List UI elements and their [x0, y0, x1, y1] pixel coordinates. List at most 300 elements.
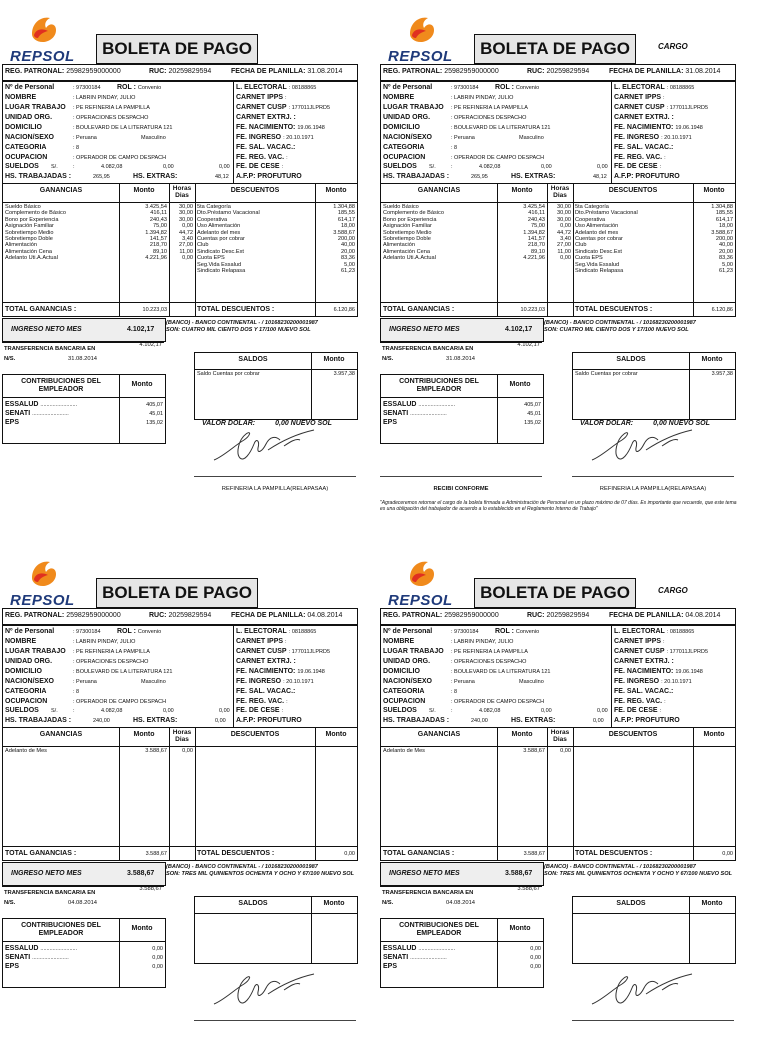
total-descuentos-value: 6.120,86: [711, 307, 733, 313]
employee-info-box: [2, 81, 358, 184]
signature: [210, 420, 330, 472]
ganancias-list: Adelanto de Mes: [5, 748, 47, 754]
contrib-monto-header: Monto: [509, 925, 531, 932]
nacion-label: NACION/SEXO: [5, 678, 55, 685]
personal-label: Nº de Personal: [5, 84, 55, 91]
brand-name: REPSOL: [10, 48, 75, 65]
hs-extras-value: 0,00: [593, 718, 604, 724]
eps-value: 135,02: [146, 420, 163, 426]
saldo-item: Saldo Cuentas por cobrar: [197, 371, 260, 377]
recibi-conforme: RECIBI CONFORME: [433, 486, 489, 492]
ingreso-neto-value: 4.102,17: [127, 326, 155, 333]
carnet-extrj-label: CARNET EXTRJ. :: [614, 658, 674, 665]
fe-cese-value: :: [659, 164, 662, 170]
sueldos-label: SUELDOS: [5, 707, 39, 714]
carnet-ipps-label: CARNET IPPS: [236, 638, 284, 645]
return-note: "Agradeceremos retornar el cargo de la boleta firmada a Administración de Personal en un plazo máximo de 07 días. Es importante que recuerde, que este tema es una obligación del trabajador de acuerdo a lo establecido en el Reglamento Interno de Trabajo": [380, 500, 737, 512]
bank-account: (BANCO) - BANCO CONTINENTAL - / 10168230200001987: [166, 864, 318, 870]
ns-date: 31.08.2014: [68, 356, 98, 362]
ingreso-neto-value: 4.102,17: [505, 326, 533, 333]
nacion-value: : Peruana: [73, 679, 97, 685]
unidad-value: : OPERACIONES DESPACHO: [73, 115, 149, 121]
domicilio-value: : BOULEVARD DE LA LITERATURA 121: [451, 669, 551, 675]
carnet-cusp-value: : 177011JLPRD5: [288, 105, 330, 111]
nacion-label: NACION/SEXO: [383, 134, 433, 141]
fe-cese-label: FE. DE CESE: [236, 163, 280, 170]
saldo-item: Saldo Cuentas por cobrar: [575, 371, 638, 377]
transfer-amount: 3.588,67: [517, 886, 540, 892]
transfer-amount: 4.102,17: [139, 342, 162, 348]
reg-patronal-label: REG. PATRONAL:: [5, 68, 65, 75]
total-ganancias-value: 10.223,03: [520, 307, 545, 313]
fe-sal-vacac-label: FE. SAL. VACAC.:: [614, 144, 674, 151]
fe-reg-vac-value: :: [664, 699, 666, 705]
saldos-title: SALDOS: [238, 356, 268, 363]
fe-reg-vac-value: :: [664, 155, 666, 161]
amount-in-words: SON: TRES MIL QUINIENTOS OCHENTA Y OCHO Y 67/100 NUEVO SOL: [166, 870, 355, 877]
ingreso-neto-label: INGRESO NETO MES: [389, 870, 460, 877]
domicilio-label: DOMICILIO: [383, 124, 420, 131]
lugar-value: : PE REFINERIA LA PAMPILLA: [73, 649, 150, 655]
domicilio-label: DOMICILIO: [5, 668, 42, 675]
saldos-box: [572, 352, 736, 420]
pay-slip-3: [0, 544, 380, 1056]
hs-extras-label: HS. EXTRAS:: [133, 717, 178, 724]
ganancias-montos: 3.588,67: [145, 748, 167, 754]
reg-patronal-value: 25982959000000: [444, 612, 499, 619]
senati-value: 0,00: [152, 955, 163, 961]
unidad-value: : OPERACIONES DESPACHO: [451, 115, 527, 121]
domicilio-value: : BOULEVARD DE LA LITERATURA 121: [73, 669, 173, 675]
sueldos-value: 4.082,08: [101, 708, 123, 714]
ingreso-neto-box: [2, 862, 166, 886]
ns-label: N/S.: [4, 900, 16, 906]
sueldos-value-3: 0,00: [597, 164, 608, 170]
nombre-label: NOMBRE: [383, 638, 415, 645]
carnet-ipps-label: CARNET IPPS: [614, 638, 662, 645]
header-bar: [380, 608, 736, 625]
afp-label: A.F.P:: [614, 717, 634, 724]
eps-label: EPS: [5, 419, 20, 426]
bank-account: (BANCO) - BANCO CONTINENTAL - / 10168230200001987: [544, 320, 696, 326]
eps-value: 0,00: [530, 964, 541, 970]
descuentos-list: 5ta Categoría Dto.Préstamo Vacacional Cooperativa Uso Alimentación Adelanto del mes Cuentas por cobrar Club Sindicato Desc.Ext Cuota EPS Seg.Vida Essalud Sindicato Relapasa: [575, 204, 638, 275]
carnet-cusp-label: CARNET CUSP: [236, 648, 287, 655]
eps-value: 135,02: [524, 420, 541, 426]
ns-date: 31.08.2014: [446, 356, 476, 362]
cargo-label: CARGO: [658, 586, 688, 595]
total-descuentos-label: TOTAL DESCUENTOS :: [197, 850, 275, 857]
senati-label: SENATI: [5, 410, 31, 417]
amount-in-words: SON: CUATRO MIL CIENTO DOS Y 17/100 NUEVO SOL: [544, 326, 689, 333]
fecha-value: 04.08.2014: [307, 612, 343, 619]
earnings-deductions-table: [380, 727, 736, 861]
rol-value: Convenio: [137, 629, 162, 635]
total-ganancias-label: TOTAL GANANCIAS :: [5, 306, 77, 313]
ganancias-horas: 0,00: [560, 748, 571, 754]
ingreso-neto-label: INGRESO NETO MES: [11, 326, 82, 333]
ingreso-neto-label: INGRESO NETO MES: [11, 870, 82, 877]
afp-value: PROFUTURO: [257, 717, 302, 724]
ocupacion-label: OCUPACION: [5, 154, 48, 161]
afp-value: PROFUTURO: [635, 717, 680, 724]
header-bar: [2, 608, 358, 625]
sueldos-value-3: 0,00: [597, 708, 608, 714]
fe-reg-vac-value: :: [286, 699, 288, 705]
total-descuentos-value: 6.120,86: [333, 307, 355, 313]
total-ganancias-label: TOTAL GANANCIAS :: [383, 850, 455, 857]
signature: [588, 964, 708, 1016]
l-electoral-value: : 08188865: [666, 85, 695, 91]
carnet-cusp-value: : 177011JLPRD5: [666, 649, 708, 655]
fecha-value: 04.08.2014: [685, 612, 721, 619]
slip-title: BOLETA DE PAGO: [474, 34, 636, 64]
col-horas-dias: Horas Dias: [550, 185, 570, 199]
lugar-label: LUGAR TRABAJO: [5, 104, 66, 111]
sueldos-label: SUELDOS: [383, 163, 417, 170]
col-ganancias: GANANCIAS: [39, 187, 83, 194]
ns-date: 04.08.2014: [68, 900, 98, 906]
essalud-label: ESSALUD: [5, 945, 39, 952]
ingreso-neto-value: 3.588,67: [505, 870, 533, 877]
l-electoral-label: L. ELECTORAL: [236, 628, 287, 635]
earnings-deductions-table: [2, 183, 358, 317]
domicilio-value: : BOULEVARD DE LA LITERATURA 121: [451, 125, 551, 131]
reg-patronal-value: 25982959000000: [66, 612, 121, 619]
ns-date: 04.08.2014: [446, 900, 476, 906]
senati-value: 0,00: [530, 955, 541, 961]
header-bar: [2, 64, 358, 81]
lugar-value: : PE REFINERIA LA PAMPILLA: [451, 649, 528, 655]
contribuciones-box: CONTRIBUCIONES DEL EMPLEADOR Monto ESSALUD ........................ 0,00 SENATI ........................ 0,00 EPS 0,00: [2, 918, 166, 988]
hs-trabajadas-value: 265,95: [93, 174, 110, 180]
eps-label: EPS: [383, 963, 398, 970]
employee-info-box: [380, 625, 736, 728]
afp-value: PROFUTURO: [257, 173, 302, 180]
sueldos-value-2: 0,00: [163, 164, 174, 170]
rol-value: Convenio: [515, 629, 540, 635]
transfer-label: TRANSFERENCIA BANCARIA EN: [4, 890, 96, 896]
fe-cese-label: FE. DE CESE: [614, 163, 658, 170]
saldos-box: [194, 352, 358, 420]
categoria-label: CATEGORIA: [383, 144, 425, 151]
fe-nacimiento-value: 19.06.1948: [297, 125, 325, 131]
fecha-label: FECHA DE PLANILLA:: [231, 612, 306, 619]
amount-in-words: SON: CUATRO MIL CIENTO DOS Y 17/100 NUEVO SOL: [166, 326, 311, 333]
slip-title: BOLETA DE PAGO: [474, 578, 636, 608]
fe-ingreso-label: FE. INGRESO: [614, 678, 660, 685]
l-electoral-value: : 08188865: [666, 629, 695, 635]
hs-trabajadas-value: 240,00: [93, 718, 110, 724]
pay-slip-2: [378, 0, 758, 512]
col-monto-desc: Monto: [325, 187, 347, 194]
carnet-cusp-label: CARNET CUSP: [614, 104, 665, 111]
col-horas-dias: Horas Dias: [172, 729, 192, 743]
lugar-label: LUGAR TRABAJO: [383, 104, 444, 111]
hs-extras-value: 48,12: [215, 174, 229, 180]
total-descuentos-value: 0,00: [722, 851, 733, 857]
ruc-label: RUC:: [527, 68, 545, 75]
hs-trabajadas-label: HS. TRABAJADAS :: [5, 717, 72, 724]
contrib-title: CONTRIBUCIONES DEL EMPLEADOR: [399, 922, 479, 937]
fe-reg-vac-label: FE. REG. VAC.: [614, 698, 663, 705]
employee-info-box: [2, 625, 358, 728]
eps-label: EPS: [383, 419, 398, 426]
total-ganancias-label: TOTAL GANANCIAS :: [383, 306, 455, 313]
carnet-ipps-label: CARNET IPPS: [236, 94, 284, 101]
saldos-box: [572, 896, 736, 964]
afp-label: A.F.P:: [614, 173, 634, 180]
sueldos-value: 4.082,08: [101, 164, 123, 170]
fe-ingreso-value: : 20.10.1971: [283, 679, 314, 685]
total-ganancias-value: 10.223,03: [142, 307, 167, 313]
nacion-value: : Peruana: [451, 679, 475, 685]
bank-info: [544, 320, 744, 333]
sexo-value: Masculino: [141, 135, 166, 141]
rol-label: ROL :: [495, 84, 514, 91]
fe-nacimiento-label: FE. NACIMIENTO:: [614, 124, 674, 131]
carnet-cusp-value: : 177011JLPRD5: [288, 649, 330, 655]
carnet-cusp-value: : 177011JLPRD5: [666, 105, 708, 111]
essalud-value: 405,07: [524, 402, 541, 408]
reg-patronal-value: 25982959000000: [444, 68, 499, 75]
unidad-value: : OPERACIONES DESPACHO: [73, 659, 149, 665]
ocupacion-value: : OPERADOR DE CAMPO DESPACH: [451, 699, 545, 705]
col-monto: Monto: [511, 187, 533, 194]
fe-cese-value: :: [281, 708, 284, 714]
fe-sal-vacac-label: FE. SAL. VACAC.:: [236, 144, 296, 151]
valor-dolar-label: VALOR DOLAR:: [202, 420, 256, 427]
fe-nacimiento-label: FE. NACIMIENTO:: [236, 668, 296, 675]
ingreso-neto-box: [380, 318, 544, 342]
bank-info: [544, 864, 744, 877]
personal-value: : 97300184: [451, 85, 479, 91]
fe-reg-vac-label: FE. REG. VAC.: [236, 154, 285, 161]
ganancias-list: Adelanto de Mes: [383, 748, 425, 754]
essalud-value: 405,07: [146, 402, 163, 408]
col-descuentos: DESCUENTOS: [230, 731, 280, 738]
ns-label: N/S.: [382, 356, 394, 362]
hs-extras-label: HS. EXTRAS:: [511, 173, 556, 180]
rol-value: Convenio: [515, 85, 540, 91]
essalud-label: ESSALUD: [5, 401, 39, 408]
repsol-flame-icon: [406, 558, 436, 588]
ns-label: N/S.: [382, 900, 394, 906]
fe-sal-vacac-label: FE. SAL. VACAC.:: [614, 688, 674, 695]
saldos-monto-header: Monto: [701, 900, 723, 907]
contrib-title: CONTRIBUCIONES DEL EMPLEADOR: [21, 378, 101, 393]
sueldos-currency: S/.: [51, 708, 58, 714]
sueldos-colon: :: [451, 708, 453, 714]
brand-name: REPSOL: [388, 592, 453, 609]
descuentos-montos: 1.304,88 185,55 614,17 18,00 3.588,67 200,00 40,00 20,00 83,36 5,00 61,23: [711, 204, 733, 275]
earnings-deductions-table: [2, 727, 358, 861]
cargo-label: CARGO: [658, 42, 688, 51]
rol-label: ROL :: [117, 84, 136, 91]
descuentos-montos: 1.304,88 185,55 614,17 18,00 3.588,67 200,00 40,00 20,00 83,36 5,00 61,23: [333, 204, 355, 275]
carnet-extrj-label: CARNET EXTRJ. :: [614, 114, 674, 121]
sueldos-value: 4.082,08: [479, 164, 501, 170]
ocupacion-label: OCUPACION: [5, 698, 48, 705]
ganancias-montos: 3.425,54 416,11 240,43 75,00 1.394,82 141,57 218,70 89,10 4.221,96: [145, 204, 167, 262]
fe-ingreso-label: FE. INGRESO: [236, 134, 282, 141]
ganancias-list: Sueldo Básico Complemento de Básico Bono por Experiencia Asignación Familiar Sobretiempo Medio Sobretiempo Doble Alimentación Alimentación Cena Adelanto Uti.A.Actual: [5, 204, 66, 262]
hs-trabajadas-label: HS. TRABAJADAS :: [383, 717, 450, 724]
lugar-label: LUGAR TRABAJO: [5, 648, 66, 655]
slip-title: BOLETA DE PAGO: [96, 34, 258, 64]
fecha-label: FECHA DE PLANILLA:: [609, 68, 684, 75]
valor-dolar-value: 0,00 NUEVO SOL: [653, 420, 710, 427]
eps-label: EPS: [5, 963, 20, 970]
afp-label: A.F.P:: [236, 173, 256, 180]
unidad-value: : OPERACIONES DESPACHO: [451, 659, 527, 665]
ruc-label: RUC:: [149, 612, 167, 619]
saldos-title: SALDOS: [616, 900, 646, 907]
sueldos-value-3: 0,00: [219, 708, 230, 714]
senati-label: SENATI: [383, 954, 409, 961]
fe-sal-vacac-label: FE. SAL. VACAC.:: [236, 688, 296, 695]
fecha-label: FECHA DE PLANILLA:: [231, 68, 306, 75]
saldos-monto-header: Monto: [701, 356, 723, 363]
ocupacion-value: : OPERADOR DE CAMPO DESPACH: [451, 155, 545, 161]
categoria-label: CATEGORIA: [383, 688, 425, 695]
unidad-label: UNIDAD ORG.: [383, 658, 431, 665]
col-ganancias: GANANCIAS: [39, 731, 83, 738]
l-electoral-label: L. ELECTORAL: [236, 84, 287, 91]
total-descuentos-value: 0,00: [344, 851, 355, 857]
essalud-label: ESSALUD: [383, 401, 417, 408]
contrib-monto-header: Monto: [131, 925, 153, 932]
reg-patronal-value: 25982959000000: [66, 68, 121, 75]
hs-extras-value: 0,00: [215, 718, 226, 724]
nombre-label: NOMBRE: [383, 94, 415, 101]
contrib-monto-header: Monto: [131, 381, 153, 388]
repsol-logo: [8, 12, 75, 65]
reg-patronal-label: REG. PATRONAL:: [5, 612, 65, 619]
fe-ingreso-label: FE. INGRESO: [236, 678, 282, 685]
pay-slip-4: [378, 544, 758, 1056]
sexo-value: Masculino: [519, 135, 544, 141]
contribuciones-box: CONTRIBUCIONES DEL EMPLEADOR Monto ESSALUD ........................ 0,00 SENATI ........................ 0,00 EPS 0,00: [380, 918, 544, 988]
rol-label: ROL :: [495, 628, 514, 635]
col-ganancias: GANANCIAS: [417, 187, 461, 194]
ingreso-neto-box: [2, 318, 166, 342]
fe-cese-value: :: [281, 164, 284, 170]
fe-nacimiento-value: 19.06.1948: [297, 669, 325, 675]
saldos-box: [194, 896, 358, 964]
ganancias-horas: 0,00: [182, 748, 193, 754]
ganancias-horas: 30,00 30,00 30,00 0,00 44,72 3,40 27,00 11,00 0,00: [557, 204, 571, 262]
amount-in-words: SON: TRES MIL QUINIENTOS OCHENTA Y OCHO Y 67/100 NUEVO SOL: [544, 870, 733, 877]
transfer-label: TRANSFERENCIA BANCARIA EN: [4, 346, 96, 352]
col-horas-dias: Horas Dias: [172, 185, 192, 199]
col-monto: Monto: [511, 731, 533, 738]
bank-account: (BANCO) - BANCO CONTINENTAL - / 10168230200001987: [544, 864, 696, 870]
hs-extras-value: 48,12: [593, 174, 607, 180]
bank-account: (BANCO) - BANCO CONTINENTAL - / 10168230200001987: [166, 320, 318, 326]
col-horas-dias: Horas Dias: [550, 729, 570, 743]
fe-ingreso-value: : 20.10.1971: [661, 679, 692, 685]
valor-dolar-value: 0,00 NUEVO SOL: [275, 420, 332, 427]
lugar-label: LUGAR TRABAJO: [383, 648, 444, 655]
col-ganancias: GANANCIAS: [417, 731, 461, 738]
hs-extras-label: HS. EXTRAS:: [133, 173, 178, 180]
saldos-title: SALDOS: [616, 356, 646, 363]
col-descuentos: DESCUENTOS: [608, 731, 658, 738]
fe-nacimiento-value: 19.06.1948: [675, 669, 703, 675]
saldo-value: 3.957,38: [333, 371, 355, 377]
categoria-value: : 8: [451, 145, 458, 151]
ocupacion-label: OCUPACION: [383, 698, 426, 705]
ruc-value: 20259829594: [168, 612, 212, 619]
ruc-label: RUC:: [527, 612, 545, 619]
carnet-ipps-value: :: [663, 95, 665, 101]
repsol-logo: [8, 556, 75, 609]
categoria-value: : 8: [451, 689, 458, 695]
senati-label: SENATI: [5, 954, 31, 961]
nombre-label: NOMBRE: [5, 638, 37, 645]
nombre-value: : LABRIN PINDAY, JULIO: [73, 95, 136, 101]
transfer-label: TRANSFERENCIA BANCARIA EN: [382, 890, 474, 896]
l-electoral-value: : 08188865: [288, 629, 317, 635]
total-ganancias-label: TOTAL GANANCIAS :: [5, 850, 77, 857]
fe-cese-label: FE. DE CESE: [236, 707, 280, 714]
personal-value: : 97300184: [73, 629, 101, 635]
col-monto-desc: Monto: [325, 731, 347, 738]
unidad-label: UNIDAD ORG.: [5, 658, 53, 665]
repsol-logo: [386, 12, 453, 65]
essalud-value: 0,00: [530, 946, 541, 952]
hs-trabajadas-label: HS. TRABAJADAS :: [383, 173, 450, 180]
col-descuentos: DESCUENTOS: [608, 187, 658, 194]
ganancias-montos: 3.588,67: [523, 748, 545, 754]
nacion-value: : Peruana: [73, 135, 97, 141]
transfer-box: [380, 342, 542, 372]
earnings-deductions-table: [380, 183, 736, 317]
saldos-title: SALDOS: [238, 900, 268, 907]
sueldos-currency: S/.: [51, 164, 58, 170]
nombre-value: : LABRIN PINDAY, JULIO: [451, 95, 514, 101]
sueldos-value: 4.082,08: [479, 708, 501, 714]
fe-nacimiento-label: FE. NACIMIENTO:: [614, 668, 674, 675]
reg-patronal-label: REG. PATRONAL:: [383, 612, 443, 619]
col-monto-desc: Monto: [703, 731, 725, 738]
transfer-box: [380, 886, 542, 916]
personal-value: : 97300184: [73, 85, 101, 91]
sueldos-colon: :: [451, 164, 453, 170]
transfer-label: TRANSFERENCIA BANCARIA EN: [382, 346, 474, 352]
total-descuentos-label: TOTAL DESCUENTOS :: [575, 306, 653, 313]
fe-ingreso-value: : 20.10.1971: [661, 135, 692, 141]
sueldos-label: SUELDOS: [5, 163, 39, 170]
fe-ingreso-value: : 20.10.1971: [283, 135, 314, 141]
sueldos-colon: :: [73, 164, 75, 170]
repsol-flame-icon: [28, 14, 58, 44]
unidad-label: UNIDAD ORG.: [383, 114, 431, 121]
hs-trabajadas-value: 265,95: [471, 174, 488, 180]
fe-reg-vac-label: FE. REG. VAC.: [236, 698, 285, 705]
contribuciones-box: CONTRIBUCIONES DEL EMPLEADOR Monto ESSALUD ........................ 405,07 SENATI ........................ 45,01 EPS 135,02: [380, 374, 544, 444]
col-monto: Monto: [133, 731, 155, 738]
total-descuentos-label: TOTAL DESCUENTOS :: [575, 850, 653, 857]
fe-cese-value: :: [659, 708, 662, 714]
sexo-value: Masculino: [519, 679, 544, 685]
repsol-flame-icon: [28, 558, 58, 588]
hs-trabajadas-label: HS. TRABAJADAS :: [5, 173, 72, 180]
ocupacion-value: : OPERADOR DE CAMPO DESPACH: [73, 699, 167, 705]
ingreso-neto-value: 3.588,67: [127, 870, 155, 877]
contrib-title: CONTRIBUCIONES DEL EMPLEADOR: [399, 378, 479, 393]
